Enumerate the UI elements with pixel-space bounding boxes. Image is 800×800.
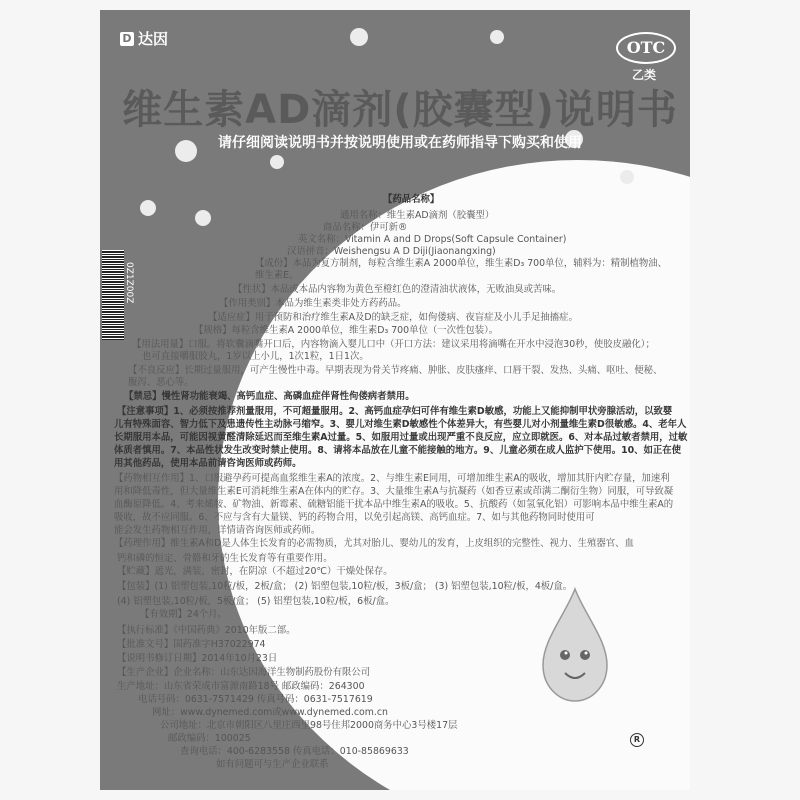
document-subtitle: 请仔细阅读说明书并按说明使用或在药师指导下购买和使用: [218, 135, 582, 151]
interactions-2: 用和降低毒性，但大量维生素E可消耗维生素A在体内的贮存。3、大量维生素A与抗凝药（如香豆素或茚满二酮衍生物）同服，可导致凝: [114, 486, 674, 497]
contraindications: 【禁忌】慢性肾功能衰竭、高钙血症、高磷血症伴肾性佝偻病者禁用。: [124, 391, 415, 402]
brand-name: 达因: [138, 30, 169, 48]
pinyin-name: 汉语拼音：Weishengsu A D Diji(Jiaonangxing): [287, 246, 496, 257]
inquiry-phone: 如有问题可与生产企业联系: [216, 759, 329, 770]
registered-mark-icon: R: [630, 733, 644, 747]
revision-date: 【生产企业】企业名称：山东达因海洋生物制药股份有限公司: [117, 667, 371, 678]
barcode-number: 0Z1Z00Z: [124, 262, 134, 304]
postal-code: 查询电话：400-6283558 传真电话：010-85869633: [180, 746, 409, 757]
interactions-3: 血酶原降低。4、考来烯胺、矿物油、新霉素、硫糖铝能干扰本品中维生素A的吸收。5、抗酸药（如氢氧化铝）可影响本品中维生素A的: [114, 499, 674, 510]
manufacturer: 生产地址：山东省荣成市富源南路18号 邮政编码：264300: [117, 681, 365, 692]
ingredients: 【成份】本品为复方制剂，每粒含维生素A 2000单位，维生素D₃ 700单位，辅料为：精制植物油、: [255, 258, 667, 269]
website: 公司地址：北京市朝阳区八里庄西里98号住邦2000商务中心3号楼17层: [160, 720, 458, 731]
barcode: [102, 250, 124, 340]
precautions-3: 长期服用本品，可能因视黄醛清除延迟而至维生素A过量。5、如服用过量或出现严重不良反应，应立即就医。6、对本品过敏者禁用，过敏: [114, 432, 688, 443]
interactions-1: 【药物相互作用】1、口服避孕药可提高血浆维生素A的浓度。2、与维生素E同用，可增加维生素A的吸收，增加其肝内贮存量，加速利: [114, 473, 670, 484]
pharmacology-1: 钙和磷的恒定、骨骼和牙的生长发育等有重要作用。: [117, 553, 333, 564]
adverse-reactions-cont: 腹泻、恶心等。: [128, 377, 194, 388]
storage: 【包装】(1) 铝塑包装,10粒/板，2板/盒； (2) 铝塑包装,10粒/板，3板/盒； (3) 铝塑包装,10粒/板，4板/盒。: [117, 581, 573, 592]
dosage-cont: 也可直接嚼服胶丸，1岁以上小儿，1次1粒，1日1次。: [142, 351, 369, 362]
packaging-2: 【有效期】24个月。: [140, 609, 227, 620]
interactions-5: 能会发生药物相互作用，详情请咨询医师或药师。: [114, 525, 321, 536]
company-address: 邮政编码：100025: [168, 733, 251, 744]
ingredients-cont: 维生素E。: [255, 270, 299, 281]
expiry: 【执行标准】《中国药典》2010年版二部。: [117, 625, 296, 636]
packaging-1: (4) 铝塑包装,10粒/板，5板/盒； (5) 铝塑包装,10粒/板，6板/盒。: [117, 596, 395, 607]
otc-badge: OTC: [616, 32, 676, 64]
interactions-6: 【药理作用】维生素A和D是人体生长发育的必需物质，尤其对胎儿、婴幼儿的发育，上皮组织的完整性、视力、生殖器官、血: [114, 538, 634, 549]
otc-class: 乙类: [632, 68, 657, 82]
precautions-1: 【注意事项】1、必须按推荐剂量服用，不可超量服用。2、高钙血症孕妇可伴有维生素D敏感，功能上又能抑制甲状旁腺活动，以致婴: [117, 406, 673, 417]
production-address: 电话号码：0631-7571429 传真号码：0631-7517619: [138, 694, 373, 705]
section-drug-name: 【药品名称】: [383, 194, 440, 205]
category: 【作用类别】本品为维生素类非处方药药品。: [219, 298, 407, 309]
document-title: 维生素AD滴剂(胶囊型)说明书: [122, 87, 678, 133]
interactions-4: 吸收，故不应同服。6、不应与含有大量镁、钙的药物合用，以免引起高镁、高钙血症。7、如与其他药物同时使用可: [114, 512, 595, 523]
indications: 【适应症】用于预防和治疗维生素A及D的缺乏症，如佝偻病、夜盲症及小儿手足抽搐症。: [208, 312, 578, 323]
specification: 【规格】每粒含维生素A 2000单位，维生素D₃ 700单位（一次性包装）。: [194, 325, 499, 336]
approval-number: 【说明书修订日期】2014年10月23日: [117, 653, 278, 664]
dosage: 【用法用量】口服。将软囊滴嘴开口后，内容物滴入婴儿口中（开口方法：建议采用将滴嘴在开水中浸泡30秒，使胶皮融化）；: [132, 339, 655, 350]
standard: 【批准文号】国药准字H37022974: [117, 639, 266, 650]
precautions-5: 用其他药品，使用本品前请咨询医师或药师。: [114, 458, 302, 469]
trade-name: 商品名称：伊可新®: [323, 222, 408, 233]
brand-mark-icon: D: [120, 32, 134, 46]
droplet-mascot-icon: [535, 585, 615, 705]
adverse-reactions: 【不良反应】长期过量服用，可产生慢性中毒。早期表现为骨关节疼痛、肿胀、皮肤瘙痒、口唇干裂、发热、头痛、呕吐、便秘、: [128, 365, 663, 376]
pharmacology-2: 【贮藏】遮光，满装，密封，在阴凉（不超过20℃）干燥处保存。: [117, 566, 393, 577]
precautions-2: 儿有特殊面容、智力低下及患遗传性主动脉弓缩窄。3、婴儿对维生素D敏感性个体差异大，有些婴儿对小剂量维生素D很敏感。4、老年人: [114, 419, 687, 430]
appearance: 【性状】本品或本品内容物为黄色至橙红色的澄清油状液体，无败油臭或苦味。: [233, 284, 562, 295]
generic-name: 通用名称：维生素AD滴剂（胶囊型）: [340, 210, 495, 221]
precautions-4: 体质者慎用。7、本品性状发生改变时禁止使用。8、请将本品放在儿童不能接触的地方。9、儿童必须在成人监护下使用。10、如正在使: [114, 445, 681, 456]
phone-fax: 网址：www.dynemed.com或www.dynemed.com.cn: [152, 707, 388, 718]
brand-logo: [120, 28, 168, 49]
english-name: 英文名称：Vitamin A and D Drops(Soft Capsule Container): [298, 234, 567, 245]
